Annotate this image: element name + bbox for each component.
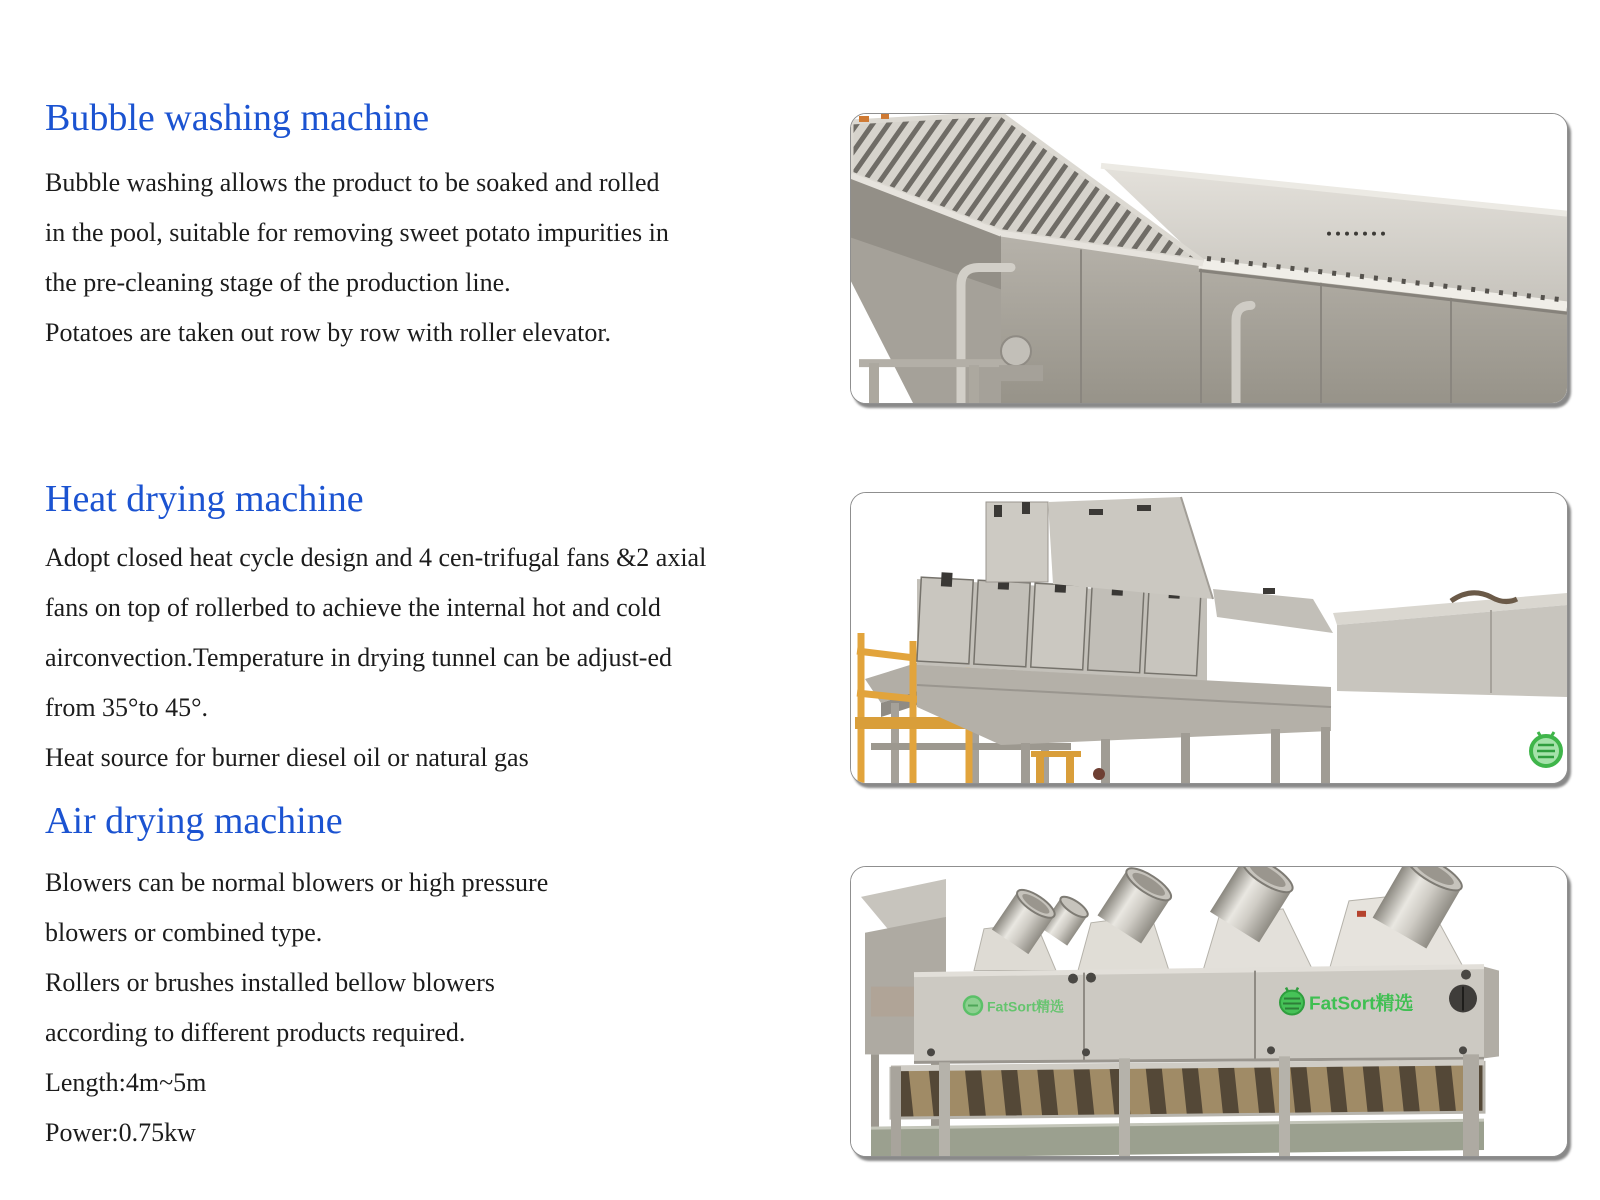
body-line: Potatoes are taken out row by row with roller elevator. — [45, 318, 612, 347]
body-line: Bubble washing allows the product to be soaked and rolled — [45, 168, 660, 197]
heat-drying-machine-photo — [850, 492, 1568, 784]
body-line: from 35°to 45°. — [45, 693, 209, 722]
body-line: Adopt closed heat cycle design and 4 cen-trifugal fans &2 axial — [45, 543, 707, 572]
bubble-washing-machine-illustration — [851, 114, 1567, 403]
body-line: Power:0.75kw — [45, 1118, 196, 1147]
body-line: blowers or combined type. — [45, 918, 323, 947]
body-line: airconvection.Temperature in drying tunnel can be adjust-ed — [45, 643, 672, 672]
fatsort-logo-left — [964, 997, 1064, 1015]
air-drying-machine-illustration — [851, 867, 1567, 1156]
body-line: in the pool, suitable for removing sweet potato impurities in — [45, 218, 669, 247]
section-body-bubble-washing — [45, 158, 835, 358]
heat-drying-machine-illustration — [851, 493, 1567, 783]
body-line: Blowers can be normal blowers or high pressure — [45, 868, 549, 897]
body-line: the pre-cleaning stage of the production line. — [45, 268, 511, 297]
bubble-washing-machine-photo — [850, 113, 1568, 404]
air-drying-machine-photo — [850, 866, 1568, 1157]
body-line: according to different products required. — [45, 1018, 466, 1047]
body-line: Rollers or brushes installed bellow blowers — [45, 968, 495, 997]
section-heading-air-drying: Air drying machine — [45, 800, 343, 842]
fatsort-brand-text: FatSort精选 — [987, 998, 1064, 1015]
body-line: Length:4m~5m — [45, 1068, 207, 1097]
fatsort-brand-text: FatSort精选 — [1309, 993, 1414, 1015]
section-body-air-drying — [45, 858, 835, 1158]
section-heading-bubble-washing: Bubble washing machine — [45, 97, 430, 139]
control-dial — [1449, 985, 1477, 1013]
body-line: Heat source for burner diesel oil or natural gas — [45, 743, 529, 772]
section-body-heat-drying — [45, 533, 835, 783]
body-line: fans on top of rollerbed to achieve the internal hot and cold — [45, 593, 661, 622]
section-heading-heat-drying: Heat drying machine — [45, 478, 364, 520]
